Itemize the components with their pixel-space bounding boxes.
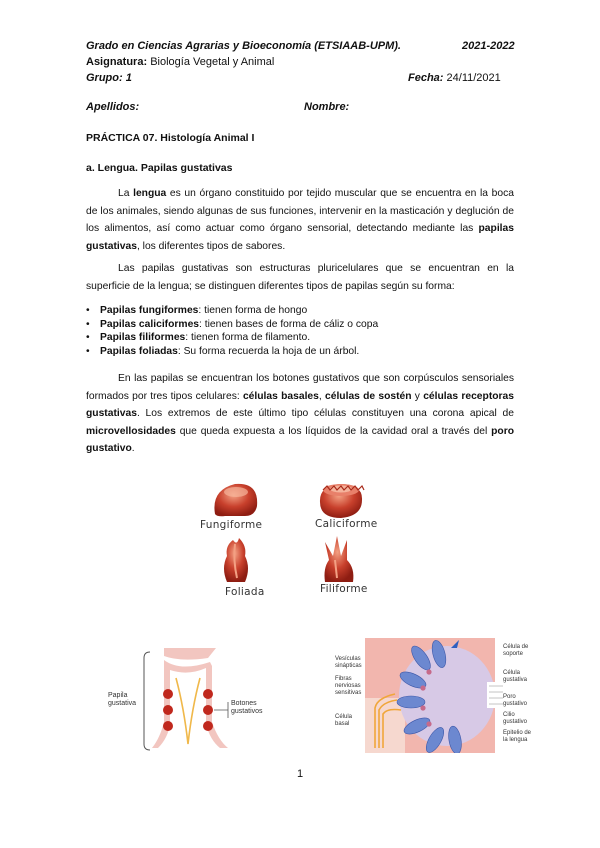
degree-header: Grado en Ciencias Agrarias y Bioeconomía (ETSIAAB-UPM). xyxy=(86,40,401,52)
label-epitelio: Epitelio de la lengua xyxy=(503,730,532,743)
label-filiforme: Filiforme xyxy=(320,583,368,595)
label-caliciforme: Caliciforme xyxy=(315,518,378,530)
papillae-types-illustration xyxy=(195,470,415,605)
list-item: • Papilas caliciformes: tienen bases de forma de cáliz o copa xyxy=(86,318,378,332)
label-vesiculas: Vesículas sinápticas xyxy=(335,656,362,669)
list-item: • Papilas foliadas: Su forma recuerda la hoja de un árbol. xyxy=(86,345,378,359)
circumvallate-papilla xyxy=(320,484,364,518)
label-papila-gustativa: Papila gustativa xyxy=(108,692,137,707)
taste-bud-histology xyxy=(335,638,535,753)
taste-bud-diagram xyxy=(88,648,288,758)
label-celula-soporte: Célula de soporte xyxy=(503,644,529,657)
fungiform-papilla xyxy=(214,484,257,516)
label-poro-gustativo: Poro gustativo xyxy=(503,694,528,707)
label-botones-gustativos: Botones gustativos xyxy=(231,700,263,715)
paragraph-lengua: La lengua es un órgano constituido por tejido muscular que se encuentra en la boca de los animales, siendo algunas de sus funciones, intervenir en la masticación y deglución de los alimentos, así como actuar como órgano sensorial, detectando mediante las papilas gustativas, los diferentes tipos de sabores. xyxy=(86,188,514,252)
subject-value: Biología Vegetal y Animal xyxy=(150,56,275,68)
list-item: • Papilas filiformes: tienen forma de filamento. xyxy=(86,331,378,345)
subject-label: Asignatura: xyxy=(86,56,148,68)
taste-bud xyxy=(163,721,173,731)
taste-bud xyxy=(163,705,173,715)
label-celula-gustativa: Célula gustativa xyxy=(503,670,528,683)
taste-bud xyxy=(203,689,213,699)
subject-line xyxy=(86,56,274,68)
name-label: Nombre: xyxy=(304,101,350,113)
section-title: a. Lengua. Papilas gustativas xyxy=(86,162,233,174)
group-line xyxy=(86,72,132,84)
surname-label: Apellidos: xyxy=(86,101,140,113)
academic-year: 2021-2022 xyxy=(462,40,515,52)
page-number: 1 xyxy=(297,768,304,780)
label-celula-basal: Célula basal xyxy=(335,714,353,727)
paragraph-botones: En las papilas se encuentran los botones gustativos que son corpúsculos sensoriales formados por tres tipos celulares: células basales, células de sostén y células receptoras gustativas. Los extremos de este último tipo células constituyen una corona apical de microvellosidades que queda expuesta a los líquidos de la cavidad oral a través del poro gustativo. xyxy=(86,373,515,454)
list-item: • Papilas fungiformes: tienen forma de hongo xyxy=(86,304,378,318)
date-value: 24/11/2021 xyxy=(446,72,501,84)
filiform-papilla xyxy=(325,536,354,582)
taste-bud xyxy=(203,705,213,715)
date-line xyxy=(408,72,501,84)
date-label: Fecha: xyxy=(408,72,444,84)
papillae-types-figure xyxy=(195,470,415,605)
label-cilio-gustativo: Cilio gustativo xyxy=(503,712,528,725)
label-fungiforme: Fungiforme xyxy=(200,519,263,531)
group-value: 1 xyxy=(125,72,132,84)
foliate-papilla xyxy=(224,538,248,582)
taste-bud xyxy=(203,721,213,731)
group-label: Grupo: xyxy=(86,72,123,84)
taste-bud xyxy=(163,689,173,699)
paragraph-papilas: Las papilas gustativas son estructuras pluricelulares que se encuentran en la superficie de la lengua; se distinguen diferentes tipos de papilas según su forma: xyxy=(86,263,514,292)
label-foliada: Foliada xyxy=(225,586,265,598)
papillae-list xyxy=(86,304,378,358)
practice-title: PRÁCTICA 07. Histología Animal I xyxy=(86,132,255,144)
label-fibras: Fibras nerviosas sensitivas xyxy=(335,676,362,696)
